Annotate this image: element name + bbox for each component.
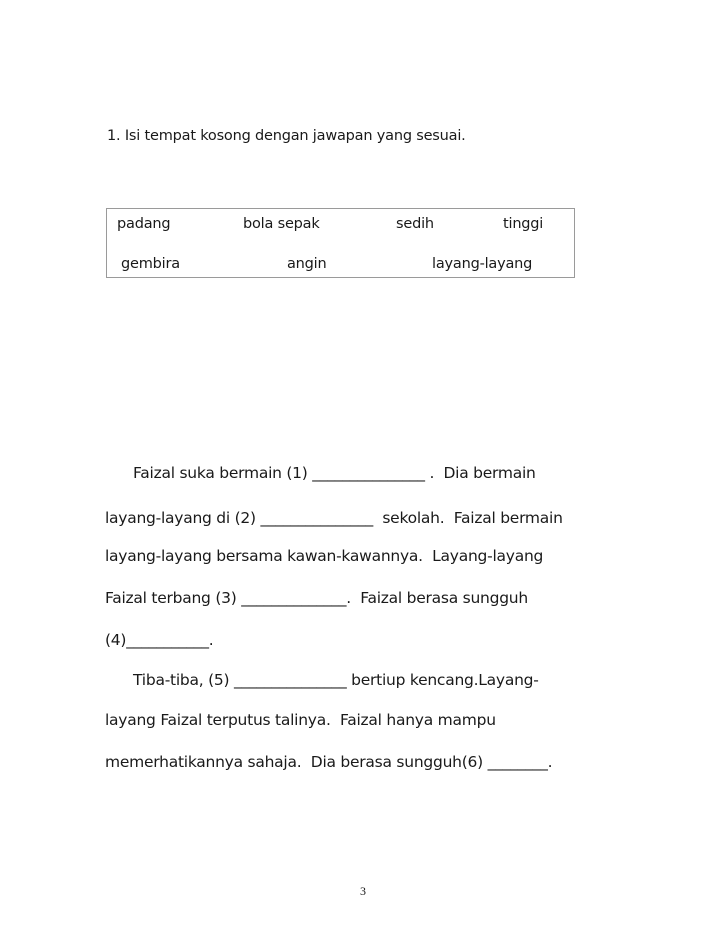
passage-line: Faizal suka bermain (1) _______________ . Dia bermain — [105, 464, 536, 482]
page-number: 3 — [360, 884, 366, 898]
passage-line: layang Faizal terputus talinya. Faizal hanya mampu — [105, 711, 496, 729]
question-instruction: 1. Isi tempat kosong dengan jawapan yang sesuai. — [107, 128, 466, 144]
word-bank-item: sedih — [396, 216, 434, 232]
passage-line: memerhatikannya sahaja. Dia berasa sungguh(6) ________. — [105, 753, 553, 771]
word-bank-item: angin — [287, 256, 327, 272]
word-bank-box — [106, 208, 575, 278]
word-bank-item: bola sepak — [243, 216, 320, 232]
word-bank-item: tinggi — [503, 216, 544, 232]
passage-line: layang-layang di (2) _______________ sekolah. Faizal bermain — [105, 509, 563, 527]
passage-line: Tiba-tiba, (5) _______________ bertiup kencang.Layang- — [105, 671, 539, 689]
passage-line: Faizal terbang (3) ______________. Faizal berasa sungguh — [105, 589, 528, 607]
word-bank-item: gembira — [121, 256, 180, 272]
word-bank-item: layang-layang — [432, 256, 533, 272]
passage-line: layang-layang bersama kawan-kawannya. Layang-layang — [105, 547, 544, 565]
word-bank-item: padang — [117, 216, 171, 232]
passage-line: (4)___________. — [105, 631, 214, 649]
